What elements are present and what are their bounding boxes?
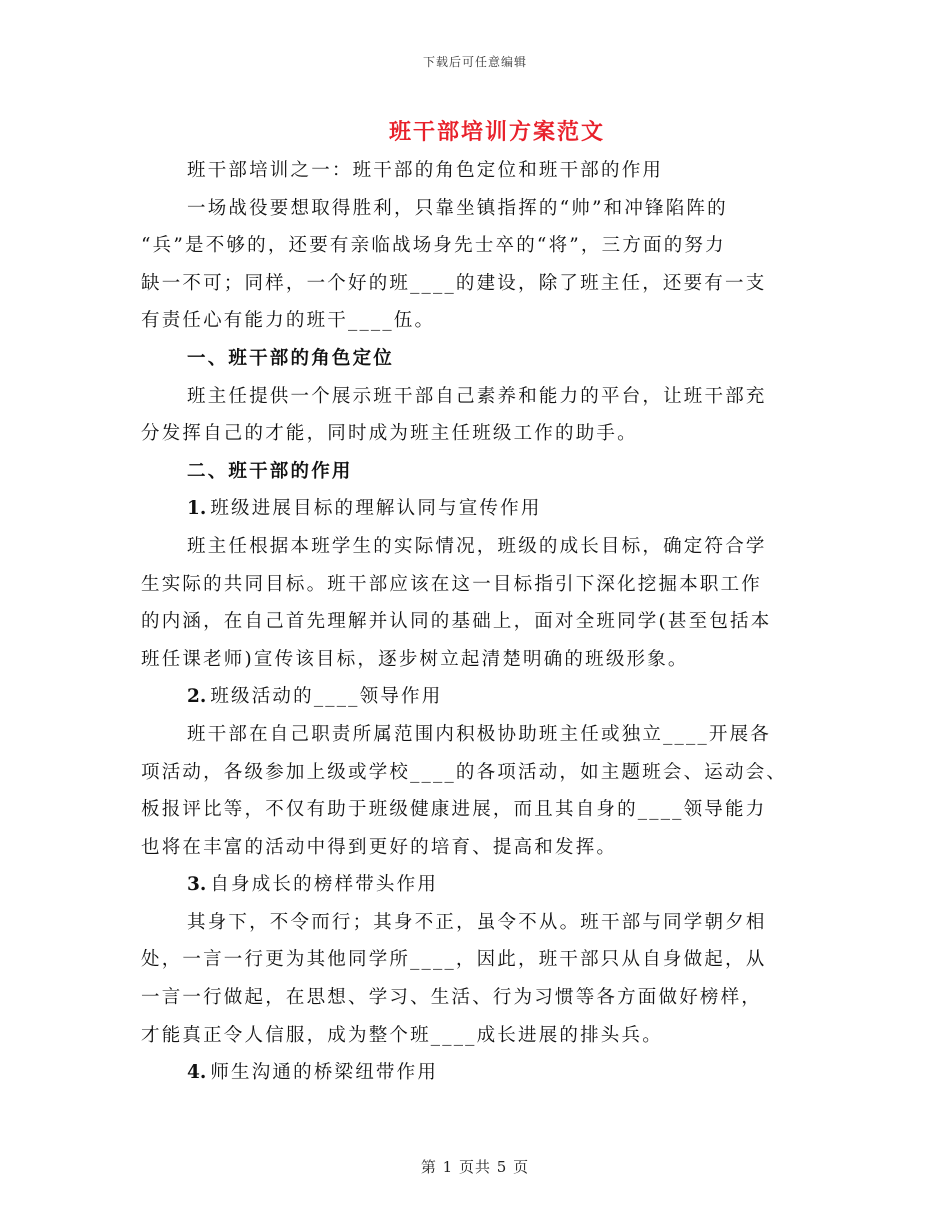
paragraph-line: 分发挥自己的才能，同时成为班主任班级工作的助手。 — [141, 423, 638, 445]
paragraph-line: 处，一言一行更为其他同学所____，因此，班干部只从自身做起，从 — [141, 949, 767, 971]
item-title: 自身成长的榜样带头作用 — [210, 874, 439, 896]
paragraph-line: “兵”是不够的，还要有亲临战场身先士卒的“将”，三方面的努力 — [141, 235, 726, 257]
page-header-note: 下载后可任意编辑 — [422, 55, 527, 69]
paragraph-line: 班干部培训之一：班干部的角色定位和班干部的作用 — [187, 160, 664, 181]
item-title: 师生沟通的桥梁纽带作用 — [210, 1062, 439, 1084]
section-heading: 一、班干部的角色定位 — [187, 347, 395, 369]
paragraph-line: 其身下，不令而行；其身不正，虽令不从。班干部与同学朝夕相 — [187, 911, 767, 933]
item-title: 班级活动的____领导作用 — [210, 686, 443, 708]
paragraph-line: 班主任根据本班学生的实际情况，班级的成长目标，确定符合学 — [187, 535, 767, 557]
subsection-heading — [141, 1054, 821, 1092]
paragraph-line: 班主任提供一个展示班干部自己素养和能力的平台，让班干部充 — [187, 385, 767, 407]
page-footer: 第 1 页共 5 页 — [420, 1158, 530, 1176]
paragraph-line: 班任课老师)宣传该目标，逐步树立起清楚明确的班级形象。 — [141, 648, 689, 670]
paragraph-line: 项活动，各级参加上级或学校____的各项活动，如主题班会、运动会、 — [141, 761, 788, 783]
item-number: 3. — [187, 874, 207, 896]
item-number: 1. — [187, 498, 207, 520]
paragraph-line: 有责任心有能力的班干____伍。 — [141, 310, 436, 332]
paragraph-line: 才能真正令人信服，成为整个班____成长进展的排头兵。 — [141, 1024, 663, 1046]
paragraph-line: 生实际的共同目标。班干部应该在这一目标指引下深化挖掘本职工作 — [141, 573, 763, 595]
item-title: 班级进展目标的理解认同与宣传作用 — [210, 498, 542, 520]
paragraph-line: 一言一行做起，在思想、学习、生活、行为习惯等各方面做好榜样， — [141, 987, 763, 1009]
subsection-heading — [141, 866, 821, 904]
paragraph-line: 的内涵，在自己首先理解并认同的基础上，面对全班同学(甚至包括本 — [141, 611, 772, 633]
item-number: 4. — [187, 1062, 207, 1084]
paragraph-line: 也将在丰富的活动中得到更好的培育、提高和发挥。 — [141, 836, 618, 858]
item-number: 2. — [187, 686, 207, 708]
section-heading: 二、班干部的作用 — [187, 460, 353, 482]
document-body — [141, 152, 821, 1092]
paragraph-line: 板报评比等，不仅有助于班级健康进展，而且其自身的____领导能力 — [141, 799, 767, 821]
document-title: 班干部培训方案范文 — [388, 119, 605, 145]
paragraph-line: 缺一不可；同样，一个好的班____的建设，除了班主任，还要有一支 — [141, 272, 767, 294]
subsection-heading — [141, 678, 821, 716]
subsection-heading — [141, 490, 821, 528]
paragraph-line: 班干部在自己职责所属范围内积极协助班主任或独立____开展各 — [187, 723, 772, 745]
paragraph-line: 一场战役要想取得胜利，只靠坐镇指挥的“帅”和冲锋陷阵的 — [187, 197, 728, 219]
